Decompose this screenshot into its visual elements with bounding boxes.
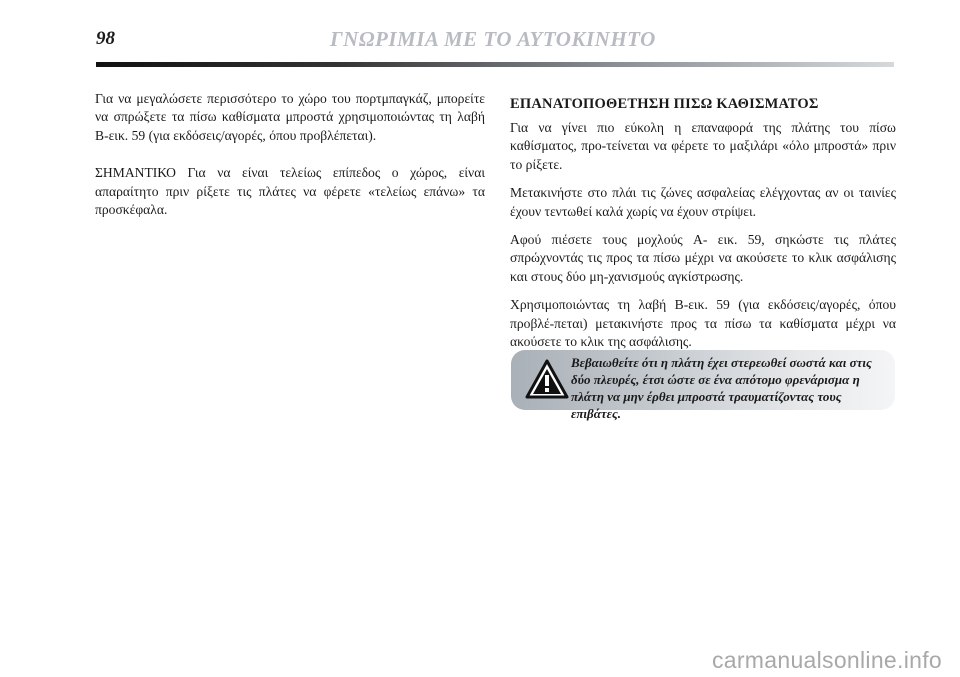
right-paragraph-2: Μετακινήστε στο πλάι τις ζώνες ασφαλείας ελέγχοντας αν οι ταινίες έχουν τεντωθεί καλά χωρίς να έχουν στρίψει. bbox=[510, 185, 896, 219]
left-column bbox=[95, 90, 485, 238]
running-title: ΓΝΩΡΙΜΙΑ ΜΕ ΤΟ ΑΥΤΟΚΙΝΗΤΟ bbox=[330, 27, 656, 51]
section-heading: ΕΠΑΝΑΤΟΠΟΘΕΤΗΣΗ ΠΙΣΩ ΚΑΘΙΣΜΑΤΟΣ bbox=[510, 96, 819, 112]
right-paragraph-3: Αφού πιέσετε τους μοχλούς A- εικ. 59, σηκώστε τις πλάτες σπρώχνοντάς τις προς τα πίσω μέχρι να ακούσετε το κλικ ασφάλισης και στους δύο μη-χανισμούς αγκίστρωσης. bbox=[510, 232, 896, 284]
warning-text: Βεβαιωθείτε ότι η πλάτη έχει στερεωθεί σωστά και στις δύο πλευρές, έτσι ώστε σε ένα απότομο φρενάρισμα η πλάτη να μην έρθει μπροστά τραυματίζοντας τους επιβάτες. bbox=[571, 355, 872, 421]
header-rule bbox=[96, 62, 894, 67]
page-number: 98 bbox=[96, 28, 115, 49]
right-paragraph-4: Χρησιμοποιώντας τη λαβή B-εικ. 59 (για εκδόσεις/αγορές, όπου προβλέ-πεται) μετακινήστε προς τα πίσω τα καθίσματα μέχρι να ακούσετε το κλικ της ασφάλισης. bbox=[510, 297, 896, 350]
right-paragraph-1: Για να γίνει πιο εύκολη η επαναφορά της πλάτης του πίσω καθίσματος, προ-τείνεται να φέρετε το μαξιλάρι «όλο μπροστά» πριν το ρίξετε. bbox=[510, 120, 896, 172]
site-watermark: carmanualsonline.info bbox=[711, 647, 942, 673]
right-column bbox=[510, 90, 896, 361]
warning-triangle-icon bbox=[525, 359, 569, 399]
warning-box bbox=[511, 350, 895, 421]
left-paragraph-2: ΣΗΜΑΝΤΙΚΟ Για να είναι τελείως επίπεδος ο χώρος, είναι απαραίτητο πριν ρίξετε τις πλάτες να φέρετε «τελείως επάνω» τα προσκέφαλα. bbox=[95, 165, 485, 218]
left-paragraph-1: Για να μεγαλώσετε περισσότερο το χώρο του πορτμπαγκάζ, μπορείτε να σπρώξετε τα πίσω καθίσματα μπροστά χρησιμοποιώντας τη λαβή B-εικ. 59 (για εκδόσεις/αγορές, όπου προβλέπεται). bbox=[95, 91, 485, 143]
